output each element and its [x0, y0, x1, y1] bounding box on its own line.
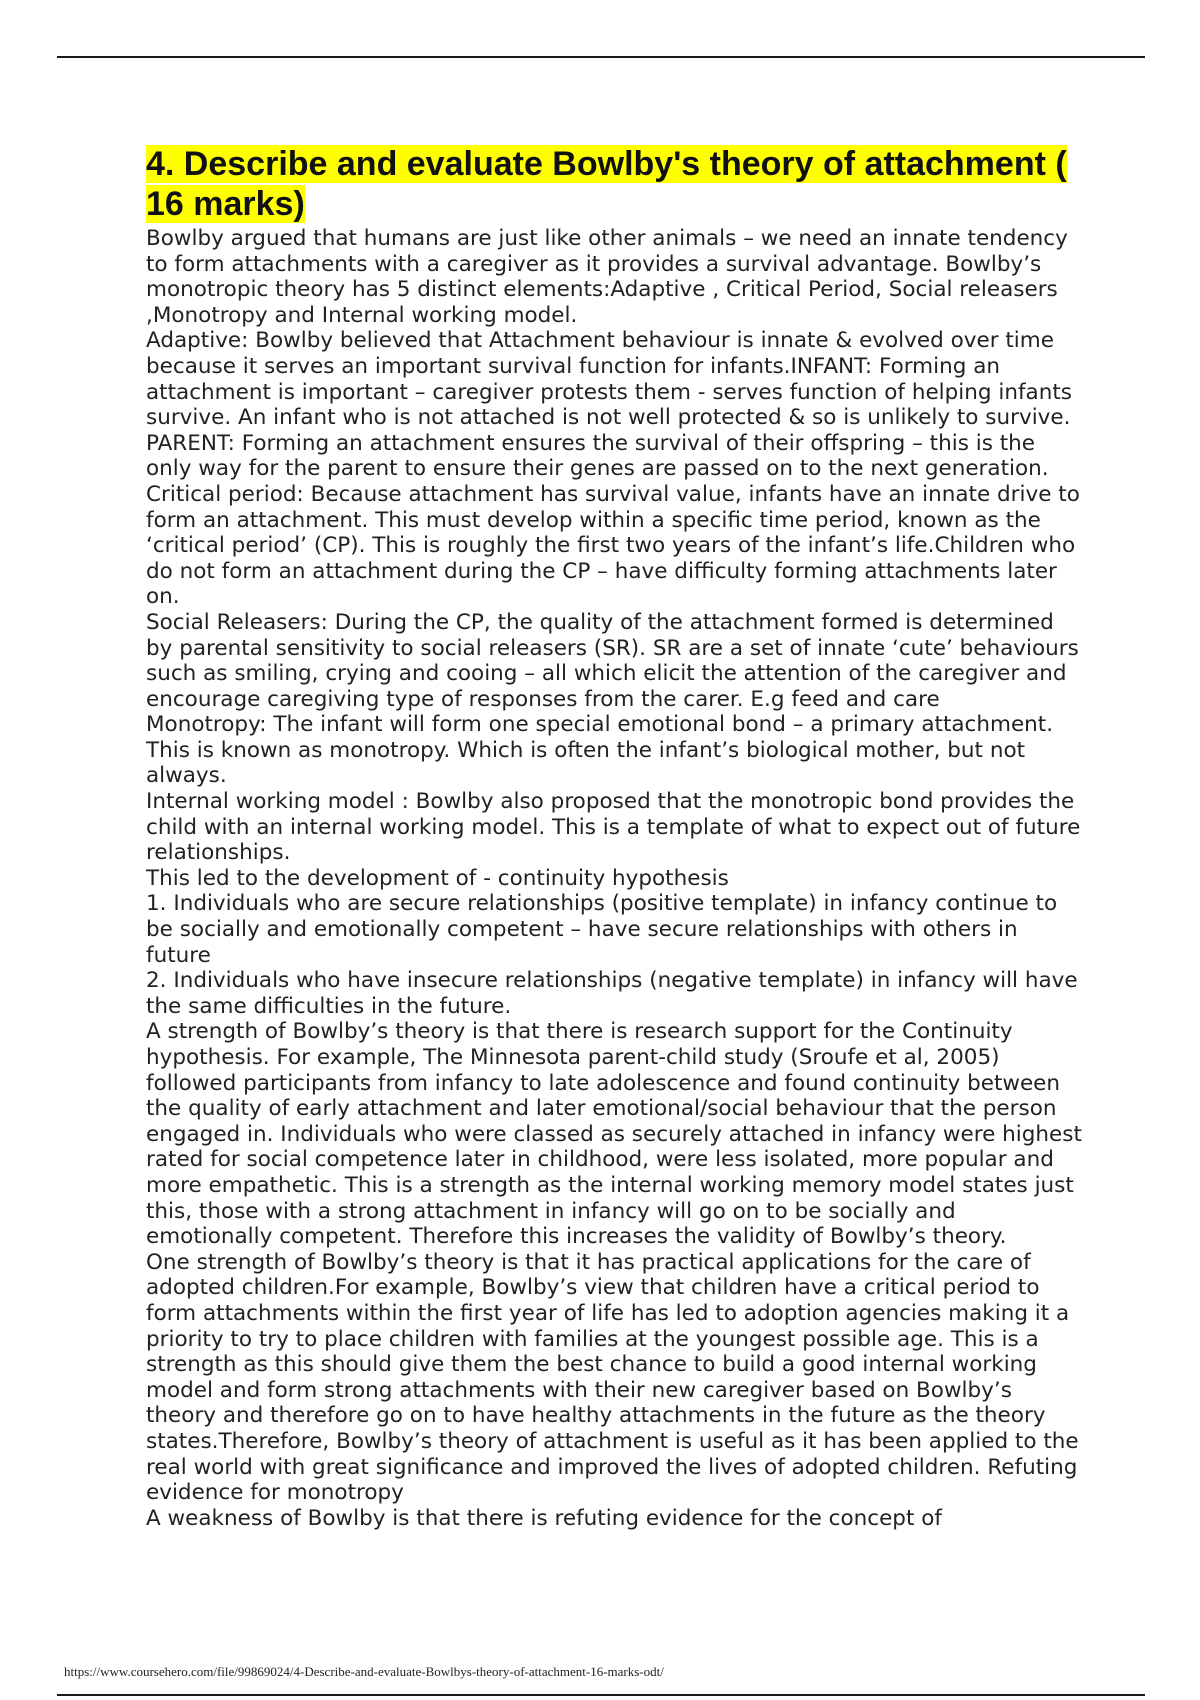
document-body [146, 144, 1086, 1531]
bottom-rule [57, 1694, 1145, 1696]
footer-source-link[interactable]: https://www.coursehero.com/file/99869024/4-Describe-and-evaluate-Bowlbys-theory-of-attachment-16-marks-odt/ [64, 1664, 664, 1679]
paragraph-internal-working-model: Internal working model : Bowlby also proposed that the monotropic bond provides the child with an internal working model. This is a template of what to expect out of future relationships. [146, 789, 1081, 866]
paragraph-adaptive: Adaptive: Bowlby believed that Attachment behaviour is innate & evolved over time because it serves an important survival function for infants.INFANT: Forming an attachment is important – caregiver protests them - serves function of helping infants survive. An infant who is not attached is not well protected & so is unlikely to survive. PARENT: Forming an attachment ensures the survival of their offspring – this is the only way for the parent to ensure their genes are passed on to the next generation. [146, 328, 1072, 482]
document-title [146, 144, 1086, 224]
paragraph-continuity-hypothesis: This led to the development of - continuity hypothesis [146, 865, 729, 891]
list-item: 2. Individuals who have insecure relationships (negative template) in infancy will have the same difficulties in the future. [146, 968, 1078, 1019]
top-rule [57, 56, 1145, 58]
paragraph-weakness: A weakness of Bowlby is that there is refuting evidence for the concept of [146, 1505, 942, 1531]
paragraph-strength-continuity: A strength of Bowlby’s theory is that there is research support for the Continuity hypothesis. For example, The Minnesota parent-child study (Sroufe et al, 2005) followed participants from infancy to late adolescence and found continuity between the quality of early attachment and later emotional/social behaviour that the person engaged in. Individuals who were classed as securely attached in infancy were highest rated for social competence later in childhood, were less isolated, more popular and more empathetic. This is a strength as the internal working memory model states just this, those with a strong attachment in infancy will go on to be socially and emotionally competent. Therefore this increases the validity of Bowlby’s theory. [146, 1019, 1082, 1250]
paragraph-strength-adoption: One strength of Bowlby’s theory is that it has practical applications for the care of adopted children.For example, Bowlby’s view that children have a critical period to form attachments within the first year of life has led to adoption agencies making it a priority to try to place children with families at the youngest possible age. This is a strength as this should give them the best chance to build a good internal working model and form strong attachments with their new caregiver based on Bowlby’s theory and therefore go on to have healthy attachments in the future as the theory states.Therefore, Bowlby’s theory of attachment is useful as it has been applied to the real world with great significance and improved the lives of adopted children. Refuting evidence for monotropy [146, 1249, 1079, 1506]
paragraph-intro: Bowlby argued that humans are just like other animals – we need an innate tendency to form attachments with a caregiver as it provides a survival advantage. Bowlby’s monotropic theory has 5 distinct elements:Adaptive , Critical Period, Social releasers ,Monotropy and Internal working model. [146, 226, 1068, 328]
title-highlight: 4. Describe and evaluate Bowlby's theory of attachment ( 16 marks) [146, 145, 1067, 223]
paragraph-critical-period: Critical period: Because attachment has survival value, infants have an innate drive to form an attachment. This must develop within a specific time period, known as the ‘critical period’ (CP). This is roughly the first two years of the infant’s life.Children who do not form an attachment during the CP – have difficulty forming attachments later on. [146, 481, 1080, 610]
paragraph-monotropy: Monotropy: The infant will form one special emotional bond – a primary attachment. This is known as monotropy. Which is often the infant’s biological mother, but not always. [146, 712, 1054, 789]
list-item: 1. Individuals who are secure relationships (positive template) in infancy continue to be socially and emotionally competent – have secure relationships with others in future [146, 891, 1058, 968]
paragraph-social-releasers: Social Releasers: During the CP, the quality of the attachment formed is determined by parental sensitivity to social releasers (SR). SR are a set of innate ‘cute’ behaviours such as smiling, crying and cooing – all which elicit the attention of the caregiver and encourage caregiving type of responses from the carer. E.g feed and care [146, 609, 1079, 712]
